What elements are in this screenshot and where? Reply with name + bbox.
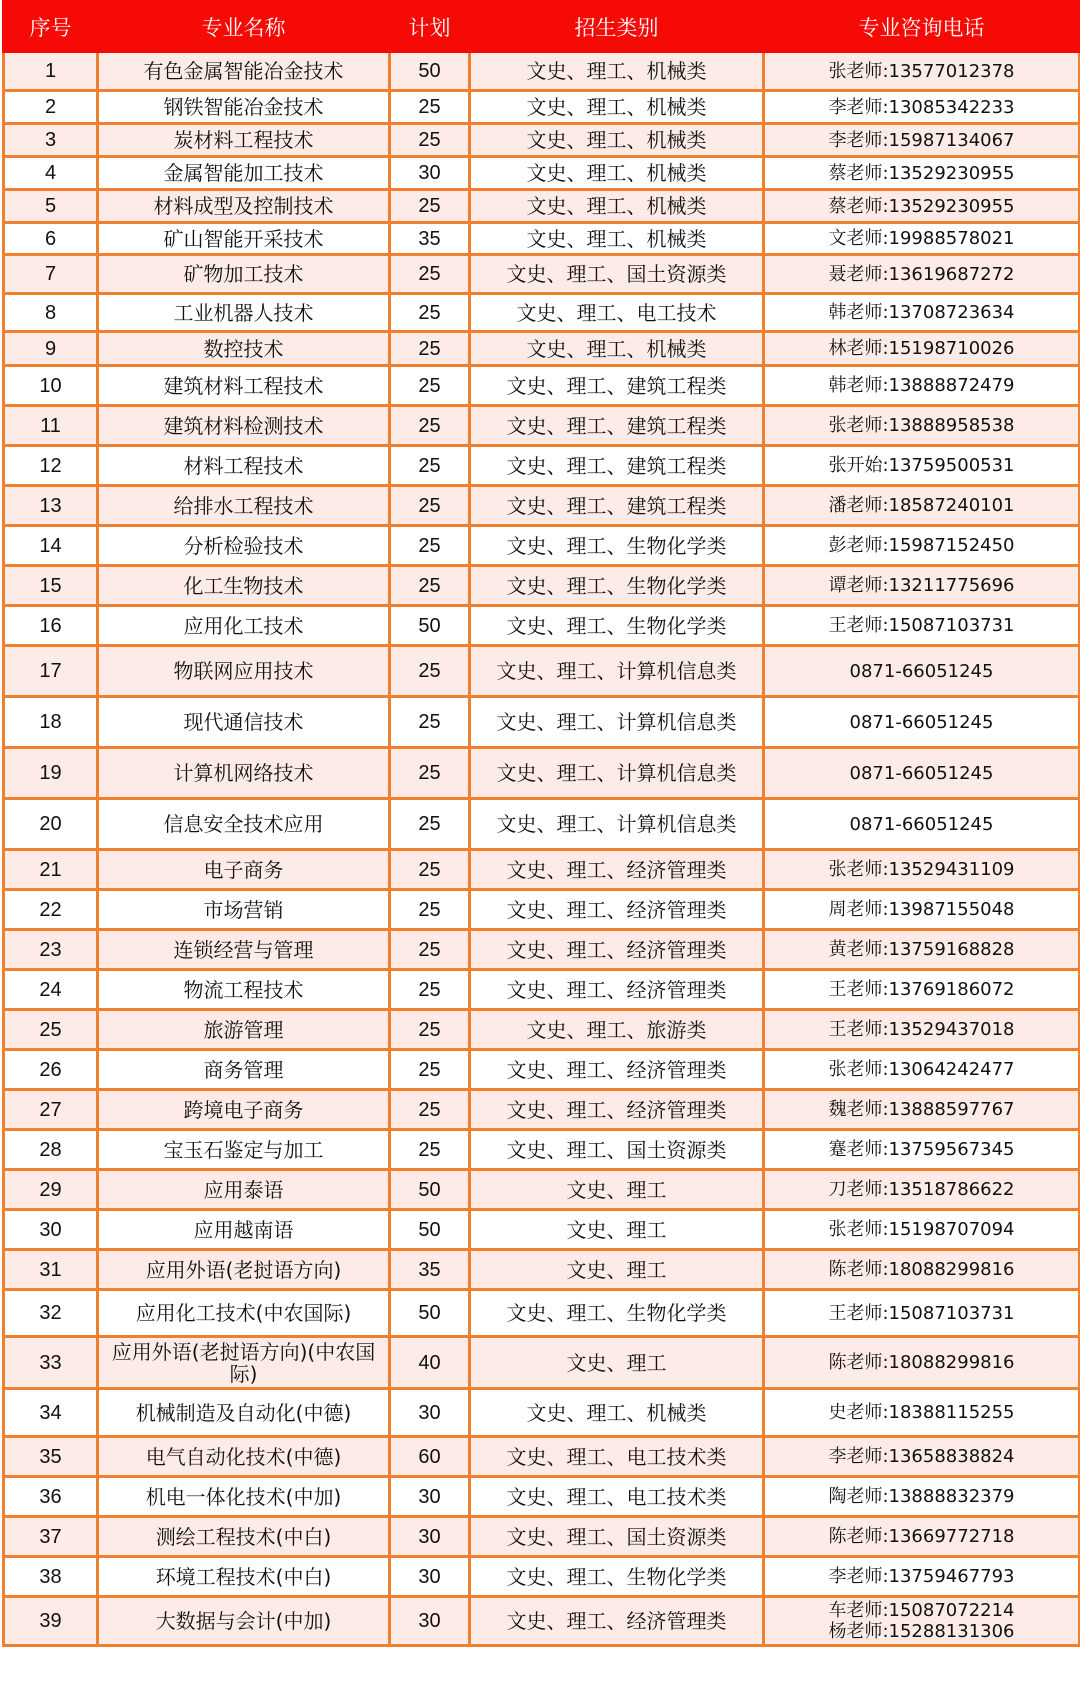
plan-count-cell: 30 — [390, 157, 470, 190]
table-row — [4, 52, 1080, 91]
major-name-cell: 化工生物技术 — [98, 566, 390, 606]
consult-phone-cell: 陶老师:13888832379 — [764, 1477, 1080, 1517]
serial-number-cell: 13 — [4, 486, 98, 526]
table-row — [4, 223, 1080, 255]
enrollment-category-cell: 文史、理工、旅游类 — [470, 1010, 764, 1050]
table-row — [4, 1050, 1080, 1090]
serial-number-cell: 32 — [4, 1290, 98, 1337]
table-header-row — [4, 2, 1080, 52]
serial-number-cell: 12 — [4, 446, 98, 486]
consult-phone-cell: 0871-66051245 — [764, 697, 1080, 748]
major-name-cell: 金属智能加工技术 — [98, 157, 390, 190]
plan-count-cell: 25 — [390, 1010, 470, 1050]
plan-count-cell: 50 — [390, 1210, 470, 1250]
major-name-cell: 应用化工技术 — [98, 606, 390, 646]
plan-count-cell: 25 — [390, 1090, 470, 1130]
consult-phone-cell: 王老师:13529437018 — [764, 1010, 1080, 1050]
enrollment-category-cell: 文史、理工、机械类 — [470, 332, 764, 366]
table-row — [4, 697, 1080, 748]
major-name-cell: 市场营销 — [98, 890, 390, 930]
consult-phone-cell: 聂老师:13619687272 — [764, 255, 1080, 294]
plan-count-cell: 25 — [390, 190, 470, 223]
major-name-cell: 炭材料工程技术 — [98, 124, 390, 157]
header-consult-phone: 专业咨询电话 — [764, 2, 1080, 52]
serial-number-cell: 39 — [4, 1597, 98, 1646]
serial-number-cell: 15 — [4, 566, 98, 606]
consult-phone-cell: 0871-66051245 — [764, 799, 1080, 850]
major-name-cell: 物联网应用技术 — [98, 646, 390, 697]
table-row — [4, 1210, 1080, 1250]
plan-count-cell: 25 — [390, 890, 470, 930]
major-name-cell: 电气自动化技术(中德) — [98, 1437, 390, 1477]
major-name-cell: 建筑材料工程技术 — [98, 366, 390, 406]
enrollment-category-cell: 文史、理工、计算机信息类 — [470, 748, 764, 799]
plan-count-cell: 30 — [390, 1597, 470, 1646]
plan-count-cell: 50 — [390, 52, 470, 91]
enrollment-plan-table-wrapper — [2, 0, 1078, 1647]
consult-phone-cell: 陈老师:13669772718 — [764, 1517, 1080, 1557]
major-name-cell: 物流工程技术 — [98, 970, 390, 1010]
serial-number-cell: 9 — [4, 332, 98, 366]
consult-phone-cell: 李老师:13085342233 — [764, 91, 1080, 124]
plan-count-cell: 50 — [390, 1290, 470, 1337]
consult-phone-cell: 史老师:18388115255 — [764, 1389, 1080, 1437]
table-row — [4, 1597, 1080, 1646]
plan-count-cell: 25 — [390, 748, 470, 799]
serial-number-cell: 21 — [4, 850, 98, 890]
serial-number-cell: 6 — [4, 223, 98, 255]
plan-count-cell: 25 — [390, 566, 470, 606]
major-name-cell: 数控技术 — [98, 332, 390, 366]
major-name-cell: 应用外语(老挝语方向) — [98, 1250, 390, 1290]
enrollment-category-cell: 文史、理工、计算机信息类 — [470, 799, 764, 850]
major-name-cell: 电子商务 — [98, 850, 390, 890]
table-row — [4, 294, 1080, 332]
serial-number-cell: 37 — [4, 1517, 98, 1557]
major-name-cell: 环境工程技术(中白) — [98, 1557, 390, 1597]
major-name-cell: 矿物加工技术 — [98, 255, 390, 294]
table-row — [4, 332, 1080, 366]
serial-number-cell: 26 — [4, 1050, 98, 1090]
table-row — [4, 1170, 1080, 1210]
table-row — [4, 1437, 1080, 1477]
enrollment-category-cell: 文史、理工、机械类 — [470, 91, 764, 124]
serial-number-cell: 25 — [4, 1010, 98, 1050]
table-row — [4, 1130, 1080, 1170]
serial-number-cell: 7 — [4, 255, 98, 294]
table-row — [4, 1090, 1080, 1130]
plan-count-cell: 25 — [390, 799, 470, 850]
plan-count-cell: 30 — [390, 1517, 470, 1557]
consult-phone-cell: 李老师:13759467793 — [764, 1557, 1080, 1597]
major-name-cell: 建筑材料检测技术 — [98, 406, 390, 446]
enrollment-category-cell: 文史、理工、电工技术类 — [470, 1477, 764, 1517]
plan-count-cell: 25 — [390, 646, 470, 697]
enrollment-category-cell: 文史、理工、经济管理类 — [470, 1597, 764, 1646]
plan-count-cell: 50 — [390, 606, 470, 646]
enrollment-category-cell: 文史、理工 — [470, 1170, 764, 1210]
enrollment-category-cell: 文史、理工、生物化学类 — [470, 1557, 764, 1597]
plan-count-cell: 25 — [390, 255, 470, 294]
plan-count-cell: 35 — [390, 223, 470, 255]
table-row — [4, 1290, 1080, 1337]
table-row — [4, 1010, 1080, 1050]
enrollment-category-cell: 文史、理工、经济管理类 — [470, 930, 764, 970]
major-name-cell: 宝玉石鉴定与加工 — [98, 1130, 390, 1170]
enrollment-category-cell: 文史、理工 — [470, 1210, 764, 1250]
major-name-cell: 材料工程技术 — [98, 446, 390, 486]
consult-phone-cell: 王老师:15087103731 — [764, 606, 1080, 646]
plan-count-cell: 25 — [390, 124, 470, 157]
serial-number-cell: 30 — [4, 1210, 98, 1250]
enrollment-category-cell: 文史、理工、生物化学类 — [470, 1290, 764, 1337]
serial-number-cell: 35 — [4, 1437, 98, 1477]
plan-count-cell: 25 — [390, 526, 470, 566]
consult-phone-cell: 陈老师:18088299816 — [764, 1250, 1080, 1290]
enrollment-category-cell: 文史、理工 — [470, 1337, 764, 1389]
consult-phone-cell: 蔡老师:13529230955 — [764, 190, 1080, 223]
serial-number-cell: 27 — [4, 1090, 98, 1130]
plan-count-cell: 60 — [390, 1437, 470, 1477]
table-row — [4, 1477, 1080, 1517]
serial-number-cell: 22 — [4, 890, 98, 930]
table-row — [4, 1557, 1080, 1597]
consult-phone-cell: 文老师:19988578021 — [764, 223, 1080, 255]
serial-number-cell: 5 — [4, 190, 98, 223]
enrollment-category-cell: 文史、理工、计算机信息类 — [470, 646, 764, 697]
plan-count-cell: 25 — [390, 446, 470, 486]
table-row — [4, 526, 1080, 566]
consult-phone-cell: 张老师:13529431109 — [764, 850, 1080, 890]
major-name-cell: 应用泰语 — [98, 1170, 390, 1210]
major-name-cell: 商务管理 — [98, 1050, 390, 1090]
serial-number-cell: 17 — [4, 646, 98, 697]
enrollment-category-cell: 文史、理工、电工技术类 — [470, 1437, 764, 1477]
table-row — [4, 255, 1080, 294]
serial-number-cell: 36 — [4, 1477, 98, 1517]
major-name-cell: 给排水工程技术 — [98, 486, 390, 526]
table-row — [4, 970, 1080, 1010]
table-body — [4, 52, 1080, 1646]
enrollment-category-cell: 文史、理工、建筑工程类 — [470, 406, 764, 446]
enrollment-category-cell: 文史、理工、机械类 — [470, 157, 764, 190]
consult-phone-cell: 潘老师:18587240101 — [764, 486, 1080, 526]
table-row — [4, 190, 1080, 223]
plan-count-cell: 25 — [390, 91, 470, 124]
table-row — [4, 446, 1080, 486]
enrollment-category-cell: 文史、理工、建筑工程类 — [470, 486, 764, 526]
serial-number-cell: 20 — [4, 799, 98, 850]
table-row — [4, 930, 1080, 970]
serial-number-cell: 28 — [4, 1130, 98, 1170]
consult-phone-cell: 李老师:13658838824 — [764, 1437, 1080, 1477]
serial-number-cell: 31 — [4, 1250, 98, 1290]
consult-phone-cell: 张老师:15198707094 — [764, 1210, 1080, 1250]
table-row — [4, 566, 1080, 606]
enrollment-category-cell: 文史、理工、机械类 — [470, 1389, 764, 1437]
major-name-cell: 大数据与会计(中加) — [98, 1597, 390, 1646]
serial-number-cell: 16 — [4, 606, 98, 646]
enrollment-plan-table — [2, 0, 1080, 1647]
enrollment-category-cell: 文史、理工、生物化学类 — [470, 606, 764, 646]
consult-phone-cell: 彭老师:15987152450 — [764, 526, 1080, 566]
consult-phone-cell: 张老师:13888958538 — [764, 406, 1080, 446]
enrollment-category-cell: 文史、理工、机械类 — [470, 223, 764, 255]
table-row — [4, 850, 1080, 890]
table-row — [4, 1517, 1080, 1557]
plan-count-cell: 25 — [390, 294, 470, 332]
table-row — [4, 890, 1080, 930]
major-name-cell: 分析检验技术 — [98, 526, 390, 566]
plan-count-cell: 30 — [390, 1389, 470, 1437]
enrollment-category-cell: 文史、理工、机械类 — [470, 124, 764, 157]
plan-count-cell: 30 — [390, 1477, 470, 1517]
major-name-cell: 工业机器人技术 — [98, 294, 390, 332]
table-row — [4, 157, 1080, 190]
consult-phone-cell: 王老师:15087103731 — [764, 1290, 1080, 1337]
enrollment-category-cell: 文史、理工、国土资源类 — [470, 1130, 764, 1170]
consult-phone-cell: 魏老师:13888597767 — [764, 1090, 1080, 1130]
serial-number-cell: 33 — [4, 1337, 98, 1389]
table-row — [4, 406, 1080, 446]
plan-count-cell: 25 — [390, 366, 470, 406]
consult-phone-cell: 张老师:13577012378 — [764, 52, 1080, 91]
consult-phone-cell: 周老师:13987155048 — [764, 890, 1080, 930]
header-enrollment-category: 招生类别 — [470, 2, 764, 52]
major-name-cell: 信息安全技术应用 — [98, 799, 390, 850]
major-name-cell: 机械制造及自动化(中德) — [98, 1389, 390, 1437]
major-name-cell: 测绘工程技术(中白) — [98, 1517, 390, 1557]
plan-count-cell: 25 — [390, 1050, 470, 1090]
plan-count-cell: 25 — [390, 332, 470, 366]
consult-phone-cell: 蔡老师:13529230955 — [764, 157, 1080, 190]
serial-number-cell: 29 — [4, 1170, 98, 1210]
consult-phone-cell: 林老师:15198710026 — [764, 332, 1080, 366]
plan-count-cell: 25 — [390, 970, 470, 1010]
enrollment-category-cell: 文史、理工、生物化学类 — [470, 526, 764, 566]
consult-phone-cell: 韩老师:13888872479 — [764, 366, 1080, 406]
major-name-cell: 现代通信技术 — [98, 697, 390, 748]
table-row — [4, 606, 1080, 646]
major-name-cell: 钢铁智能冶金技术 — [98, 91, 390, 124]
header-major-name: 专业名称 — [98, 2, 390, 52]
major-name-cell: 材料成型及控制技术 — [98, 190, 390, 223]
consult-phone-cell: 韩老师:13708723634 — [764, 294, 1080, 332]
serial-number-cell: 14 — [4, 526, 98, 566]
serial-number-cell: 34 — [4, 1389, 98, 1437]
enrollment-category-cell: 文史、理工、经济管理类 — [470, 970, 764, 1010]
consult-phone-cell: 王老师:13769186072 — [764, 970, 1080, 1010]
serial-number-cell: 19 — [4, 748, 98, 799]
serial-number-cell: 11 — [4, 406, 98, 446]
consult-phone-cell: 谭老师:13211775696 — [764, 566, 1080, 606]
table-row — [4, 124, 1080, 157]
table-row — [4, 1337, 1080, 1389]
plan-count-cell: 25 — [390, 850, 470, 890]
enrollment-category-cell: 文史、理工、国土资源类 — [470, 255, 764, 294]
enrollment-category-cell: 文史、理工、经济管理类 — [470, 1050, 764, 1090]
plan-count-cell: 50 — [390, 1170, 470, 1210]
plan-count-cell: 25 — [390, 406, 470, 446]
enrollment-category-cell: 文史、理工 — [470, 1250, 764, 1290]
major-name-cell: 应用越南语 — [98, 1210, 390, 1250]
table-row — [4, 1389, 1080, 1437]
enrollment-category-cell: 文史、理工、计算机信息类 — [470, 697, 764, 748]
serial-number-cell: 4 — [4, 157, 98, 190]
plan-count-cell: 30 — [390, 1557, 470, 1597]
major-name-cell: 机电一体化技术(中加) — [98, 1477, 390, 1517]
serial-number-cell: 2 — [4, 91, 98, 124]
table-row — [4, 91, 1080, 124]
consult-phone-cell: 刀老师:13518786622 — [764, 1170, 1080, 1210]
enrollment-category-cell: 文史、理工、建筑工程类 — [470, 446, 764, 486]
table-row — [4, 748, 1080, 799]
enrollment-category-cell: 文史、理工、经济管理类 — [470, 890, 764, 930]
table-row — [4, 1250, 1080, 1290]
table-row — [4, 646, 1080, 697]
plan-count-cell: 40 — [390, 1337, 470, 1389]
consult-phone-cell: 张开始:13759500531 — [764, 446, 1080, 486]
major-name-cell: 连锁经营与管理 — [98, 930, 390, 970]
plan-count-cell: 35 — [390, 1250, 470, 1290]
consult-phone-cell: 陈老师:18088299816 — [764, 1337, 1080, 1389]
plan-count-cell: 25 — [390, 697, 470, 748]
enrollment-category-cell: 文史、理工、生物化学类 — [470, 566, 764, 606]
consult-phone-cell: 0871-66051245 — [764, 646, 1080, 697]
serial-number-cell: 3 — [4, 124, 98, 157]
consult-phone-cell: 李老师:15987134067 — [764, 124, 1080, 157]
serial-number-cell: 1 — [4, 52, 98, 91]
consult-phone-cell: 0871-66051245 — [764, 748, 1080, 799]
enrollment-category-cell: 文史、理工、机械类 — [470, 190, 764, 223]
header-serial-number: 序号 — [4, 2, 98, 52]
table-row — [4, 366, 1080, 406]
serial-number-cell: 10 — [4, 366, 98, 406]
enrollment-category-cell: 文史、理工、国土资源类 — [470, 1517, 764, 1557]
major-name-cell: 矿山智能开采技术 — [98, 223, 390, 255]
header-plan: 计划 — [390, 2, 470, 52]
consult-phone-cell: 车老师:15087072214 杨老师:15288131306 — [764, 1597, 1080, 1646]
major-name-cell: 计算机网络技术 — [98, 748, 390, 799]
enrollment-category-cell: 文史、理工、经济管理类 — [470, 850, 764, 890]
table-row — [4, 799, 1080, 850]
enrollment-category-cell: 文史、理工、经济管理类 — [470, 1090, 764, 1130]
serial-number-cell: 18 — [4, 697, 98, 748]
plan-count-cell: 25 — [390, 1130, 470, 1170]
consult-phone-cell: 张老师:13064242477 — [764, 1050, 1080, 1090]
plan-count-cell: 25 — [390, 930, 470, 970]
serial-number-cell: 8 — [4, 294, 98, 332]
major-name-cell: 应用外语(老挝语方向)(中农国际) — [98, 1337, 390, 1389]
enrollment-category-cell: 文史、理工、电工技术 — [470, 294, 764, 332]
table-row — [4, 486, 1080, 526]
major-name-cell: 应用化工技术(中农国际) — [98, 1290, 390, 1337]
serial-number-cell: 24 — [4, 970, 98, 1010]
plan-count-cell: 25 — [390, 486, 470, 526]
enrollment-category-cell: 文史、理工、建筑工程类 — [470, 366, 764, 406]
major-name-cell: 有色金属智能冶金技术 — [98, 52, 390, 91]
serial-number-cell: 38 — [4, 1557, 98, 1597]
serial-number-cell: 23 — [4, 930, 98, 970]
consult-phone-cell: 黄老师:13759168828 — [764, 930, 1080, 970]
enrollment-category-cell: 文史、理工、机械类 — [470, 52, 764, 91]
major-name-cell: 旅游管理 — [98, 1010, 390, 1050]
consult-phone-cell: 蹇老师:13759567345 — [764, 1130, 1080, 1170]
major-name-cell: 跨境电子商务 — [98, 1090, 390, 1130]
